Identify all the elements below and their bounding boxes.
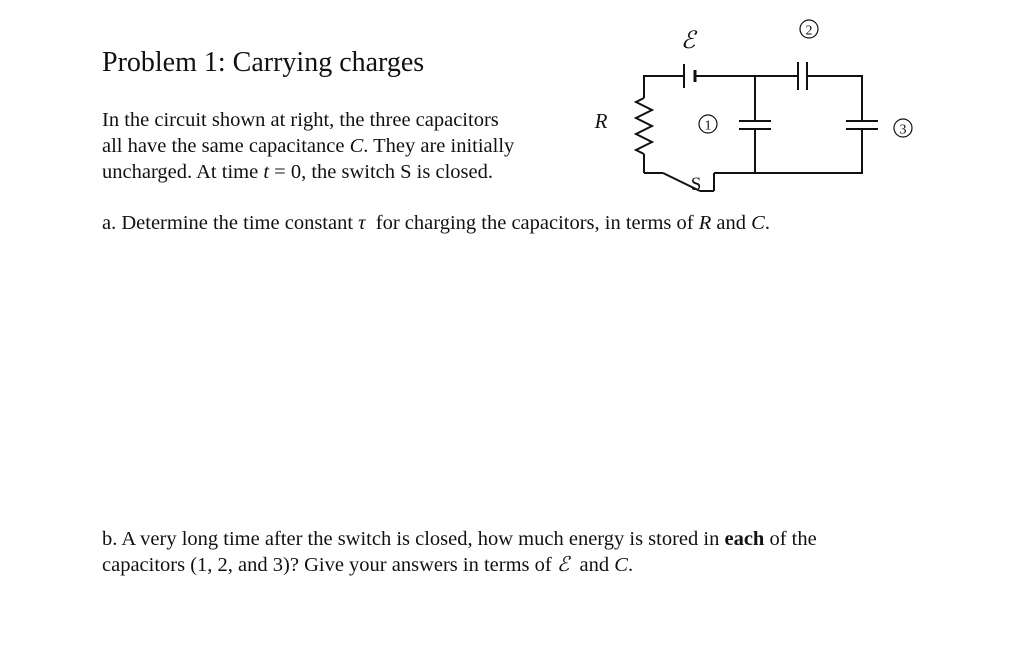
var-r: R	[698, 212, 712, 234]
cap3-label: 3	[899, 122, 907, 138]
question-b-line-1: b. A very long time after the switch is closed, how much energy is stored in each of the	[102, 528, 817, 550]
resistor-zigzag	[636, 98, 652, 154]
var-c: C	[614, 554, 628, 576]
emf-label: ℰ	[680, 28, 696, 54]
cap2-label: 2	[805, 23, 813, 39]
resistor-label: R	[594, 109, 608, 133]
circuit-diagram	[580, 10, 925, 200]
intro-line-2: all have the same capacitance C. They are initially	[102, 135, 515, 157]
question-b	[102, 526, 817, 578]
problem-intro	[102, 107, 582, 185]
question-b-line-2: capacitors (1, 2, and 3)? Give your answers in terms of ℰ and C.	[102, 554, 634, 576]
cap1-label: 1	[704, 118, 712, 134]
question-a: a. Determine the time constant τ for charging the capacitors, in terms of R and C.	[102, 212, 770, 234]
wire-right-down	[714, 129, 862, 173]
var-c: C	[349, 135, 364, 157]
emf-symbol: ℰ	[556, 554, 570, 576]
intro-line-3: uncharged. At time t = 0, the switch S is closed.	[102, 161, 493, 183]
switch-label: S	[690, 174, 702, 195]
wire-top-left	[644, 76, 684, 98]
var-t: t	[263, 161, 270, 183]
tau-symbol: τ	[358, 212, 366, 234]
emphasis-each: each	[724, 528, 765, 550]
problem-title: Problem 1: Carrying charges	[102, 47, 425, 78]
var-c: C	[751, 212, 765, 234]
intro-line-1: In the circuit shown at right, the three capacitors	[102, 109, 499, 131]
wire-top-right	[807, 76, 862, 121]
